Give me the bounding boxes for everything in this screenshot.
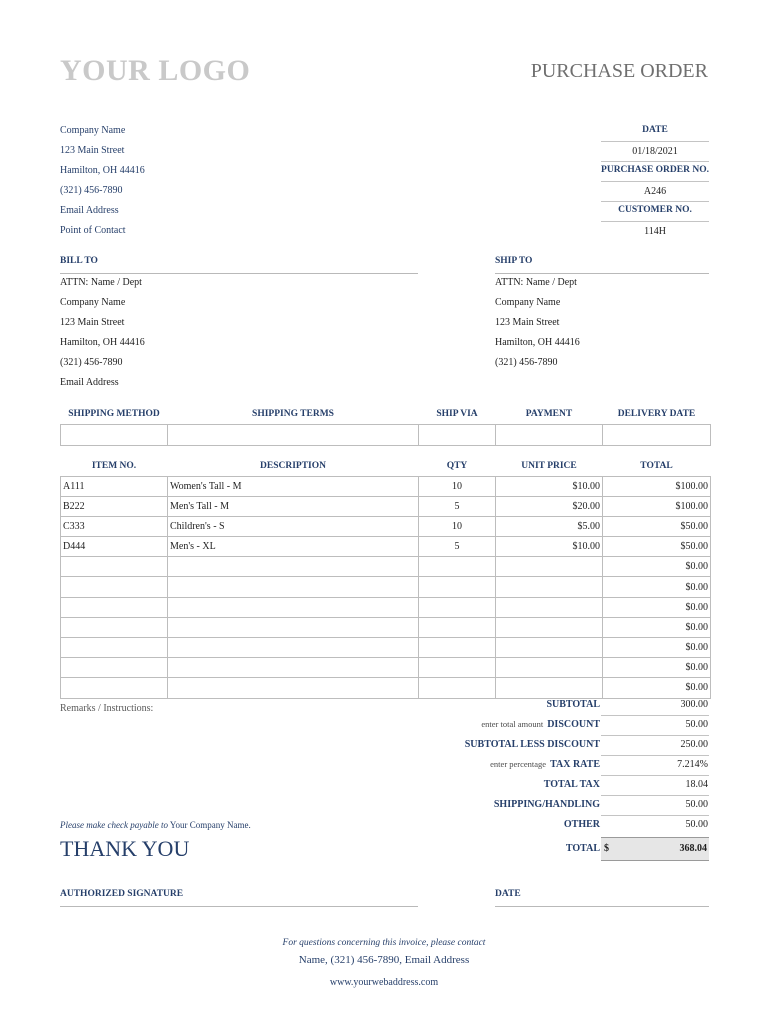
- line-total-cell: $0.00: [603, 557, 711, 577]
- footer-website: www.yourwebaddress.com: [329, 977, 439, 988]
- qty-cell[interactable]: [419, 617, 496, 637]
- table-row: [61, 597, 711, 617]
- ship-to-rule: [495, 273, 709, 274]
- unit-price-cell[interactable]: [496, 658, 603, 678]
- item-no-cell[interactable]: [61, 678, 168, 698]
- table-row: [61, 476, 711, 496]
- shipping-handling-value[interactable]: 50.00: [685, 799, 708, 810]
- company-contact: Point of Contact: [60, 225, 126, 236]
- customer-number-label: CUSTOMER NO.: [618, 205, 692, 215]
- thank-you-text: THANK YOU: [60, 836, 190, 861]
- delivery-date-cell[interactable]: [603, 424, 711, 445]
- shipping-value-row: [61, 424, 711, 445]
- shipping-method-header: SHIPPING METHOD: [68, 408, 160, 419]
- unit-price-cell[interactable]: $20.00: [496, 496, 603, 516]
- document-title: PURCHASE ORDER: [530, 60, 708, 82]
- qty-cell[interactable]: [419, 597, 496, 617]
- bill-to-line: Hamilton, OH 44416: [60, 337, 145, 348]
- grand-total-label: TOTAL: [565, 843, 600, 854]
- discount-value[interactable]: 50.00: [685, 719, 708, 730]
- footer-question: For questions concerning this invoice, please contact: [282, 938, 486, 948]
- shipping-header-row: [61, 404, 711, 424]
- company-email: Email Address: [60, 205, 119, 216]
- divider: [601, 815, 709, 816]
- unit-price-cell[interactable]: [496, 638, 603, 658]
- line-total-cell: $0.00: [603, 678, 711, 698]
- qty-cell[interactable]: [419, 658, 496, 678]
- line-items-table: [60, 456, 711, 699]
- unit-price-cell[interactable]: [496, 597, 603, 617]
- total-tax-label: TOTAL TAX: [543, 779, 600, 790]
- subtotal-less-discount-label: SUBTOTAL LESS DISCOUNT: [464, 739, 600, 750]
- item-no-cell[interactable]: C333: [61, 516, 168, 536]
- date-label: DATE: [642, 125, 668, 135]
- line-total-cell: $0.00: [603, 617, 711, 637]
- shipping-handling-label: SHIPPING/HANDLING: [493, 799, 600, 810]
- description-header: DESCRIPTION: [168, 456, 419, 476]
- table-row: [61, 638, 711, 658]
- company-street: 123 Main Street: [60, 145, 125, 156]
- qty-cell[interactable]: 10: [419, 476, 496, 496]
- table-row: [61, 678, 711, 698]
- ship-to-line: Company Name: [495, 297, 561, 308]
- description-cell[interactable]: [168, 597, 419, 617]
- total-header: TOTAL: [603, 456, 711, 476]
- tax-rate-hint: enter percentage: [490, 759, 547, 769]
- description-cell[interactable]: Men's - XL: [168, 537, 419, 557]
- description-cell[interactable]: [168, 638, 419, 658]
- line-total-cell: $0.00: [603, 658, 711, 678]
- item-no-cell[interactable]: [61, 658, 168, 678]
- item-no-cell[interactable]: [61, 577, 168, 597]
- divider: [601, 161, 709, 162]
- item-no-cell[interactable]: [61, 638, 168, 658]
- company-city: Hamilton, OH 44416: [60, 165, 145, 176]
- subtotal-label: SUBTOTAL: [546, 699, 600, 710]
- qty-cell[interactable]: [419, 638, 496, 658]
- po-number-value[interactable]: A246: [643, 186, 667, 197]
- bill-to-heading: BILL TO: [60, 256, 98, 266]
- unit-price-cell[interactable]: [496, 617, 603, 637]
- ship-to-line: (321) 456-7890: [495, 357, 558, 368]
- qty-cell[interactable]: 5: [419, 496, 496, 516]
- line-total-cell: $100.00: [603, 496, 711, 516]
- divider: [601, 221, 709, 222]
- table-row: [61, 537, 711, 557]
- qty-cell[interactable]: 10: [419, 516, 496, 536]
- subtotal-less-discount-value: 250.00: [680, 739, 708, 750]
- description-cell[interactable]: [168, 617, 419, 637]
- line-total-cell: $0.00: [603, 577, 711, 597]
- item-no-cell[interactable]: B222: [61, 496, 168, 516]
- discount-row: [300, 719, 600, 730]
- line-total-cell: $0.00: [603, 597, 711, 617]
- other-label: OTHER: [563, 819, 600, 830]
- discount-label: DISCOUNT: [547, 719, 600, 730]
- signature-line[interactable]: [60, 906, 418, 907]
- shipping-table: [60, 404, 711, 446]
- divider: [601, 201, 709, 202]
- po-number-label: PURCHASE ORDER NO.: [601, 165, 709, 175]
- description-cell[interactable]: [168, 557, 419, 577]
- tax-rate-label: TAX RATE: [550, 759, 600, 770]
- unit-price-cell[interactable]: [496, 557, 603, 577]
- table-row: [61, 496, 711, 516]
- item-no-cell[interactable]: D444: [61, 537, 168, 557]
- table-row: [61, 557, 711, 577]
- bill-to-line: 123 Main Street: [60, 317, 125, 328]
- qty-cell[interactable]: [419, 678, 496, 698]
- unit-price-cell[interactable]: [496, 678, 603, 698]
- payable-company: Your Company Name.: [169, 820, 251, 830]
- table-row: [61, 577, 711, 597]
- bill-to-line: Company Name: [60, 297, 126, 308]
- qty-cell[interactable]: 5: [419, 537, 496, 557]
- ship-to-line: ATTN: Name / Dept: [495, 277, 577, 288]
- company-name: Company Name: [60, 125, 126, 136]
- total-tax-value: 18.04: [685, 779, 708, 790]
- bill-to-rule: [60, 273, 418, 274]
- payable-note-text: Please make check payable to: [60, 820, 168, 830]
- ship-via-header: SHIP VIA: [436, 408, 478, 419]
- items-header-row: [61, 456, 711, 476]
- delivery-date-header: DELIVERY DATE: [617, 408, 696, 419]
- signature-date-label: DATE: [495, 889, 521, 899]
- table-row: [61, 516, 711, 536]
- divider: [601, 181, 709, 182]
- description-cell[interactable]: Children's - S: [168, 516, 419, 536]
- unit-price-cell[interactable]: $5.00: [496, 516, 603, 536]
- ship-to-line: 123 Main Street: [495, 317, 560, 328]
- divider: [601, 735, 709, 736]
- line-total-cell: $100.00: [603, 476, 711, 496]
- unit-price-cell[interactable]: $10.00: [496, 476, 603, 496]
- footer-contact: Name, (321) 456-7890, Email Address: [298, 954, 470, 966]
- discount-hint: enter total amount: [481, 719, 544, 729]
- date-value[interactable]: 01/18/2021: [632, 146, 678, 157]
- bill-to-line: Email Address: [60, 377, 119, 388]
- qty-header: QTY: [419, 456, 496, 476]
- qty-cell[interactable]: [419, 577, 496, 597]
- divider: [601, 715, 709, 716]
- ship-to-heading: SHIP TO: [495, 256, 533, 266]
- ship-to-line: Hamilton, OH 44416: [495, 337, 580, 348]
- payable-note: [60, 820, 251, 830]
- bill-to-line: (321) 456-7890: [60, 357, 123, 368]
- payment-cell[interactable]: [496, 424, 603, 445]
- payment-header: PAYMENT: [525, 408, 573, 419]
- line-total-cell: $50.00: [603, 537, 711, 557]
- item-no-cell[interactable]: [61, 617, 168, 637]
- shipping-terms-header: SHIPPING TERMS: [252, 408, 334, 419]
- item-no-cell[interactable]: [61, 557, 168, 577]
- description-cell[interactable]: Women's Tall - M: [168, 476, 419, 496]
- currency-symbol: $: [604, 843, 609, 854]
- company-logo: YOUR LOGO: [60, 54, 251, 87]
- shipping-terms-cell[interactable]: [168, 424, 419, 445]
- line-total-cell: $50.00: [603, 516, 711, 536]
- description-cell[interactable]: [168, 577, 419, 597]
- company-phone: (321) 456-7890: [60, 185, 123, 196]
- divider: [601, 795, 709, 796]
- remarks-label: Remarks / Instructions:: [60, 703, 154, 714]
- table-row: [61, 617, 711, 637]
- shipping-method-cell[interactable]: [61, 424, 168, 445]
- unit-price-header: UNIT PRICE: [496, 456, 603, 476]
- subtotal-value: 300.00: [680, 699, 708, 710]
- divider: [601, 755, 709, 756]
- other-value[interactable]: 50.00: [685, 819, 708, 830]
- line-total-cell: $0.00: [603, 638, 711, 658]
- description-cell[interactable]: [168, 658, 419, 678]
- qty-cell[interactable]: [419, 557, 496, 577]
- item-no-cell[interactable]: [61, 597, 168, 617]
- item-no-header: ITEM NO.: [61, 456, 168, 476]
- divider: [601, 141, 709, 142]
- item-no-cell[interactable]: A111: [61, 476, 168, 496]
- tax-rate-row: [300, 759, 600, 770]
- grand-total-value: 368.04: [679, 843, 707, 854]
- customer-number-value[interactable]: 114H: [644, 226, 666, 237]
- authorized-signature-label: AUTHORIZED SIGNATURE: [60, 889, 184, 899]
- divider: [601, 775, 709, 776]
- description-cell[interactable]: Men's Tall - M: [168, 496, 419, 516]
- description-cell[interactable]: [168, 678, 419, 698]
- table-row: [61, 658, 711, 678]
- unit-price-cell[interactable]: [496, 577, 603, 597]
- bill-to-line: ATTN: Name / Dept: [60, 277, 142, 288]
- ship-via-cell[interactable]: [419, 424, 496, 445]
- unit-price-cell[interactable]: $10.00: [496, 537, 603, 557]
- tax-rate-value[interactable]: 7.214%: [677, 759, 708, 770]
- signature-date-line[interactable]: [495, 906, 709, 907]
